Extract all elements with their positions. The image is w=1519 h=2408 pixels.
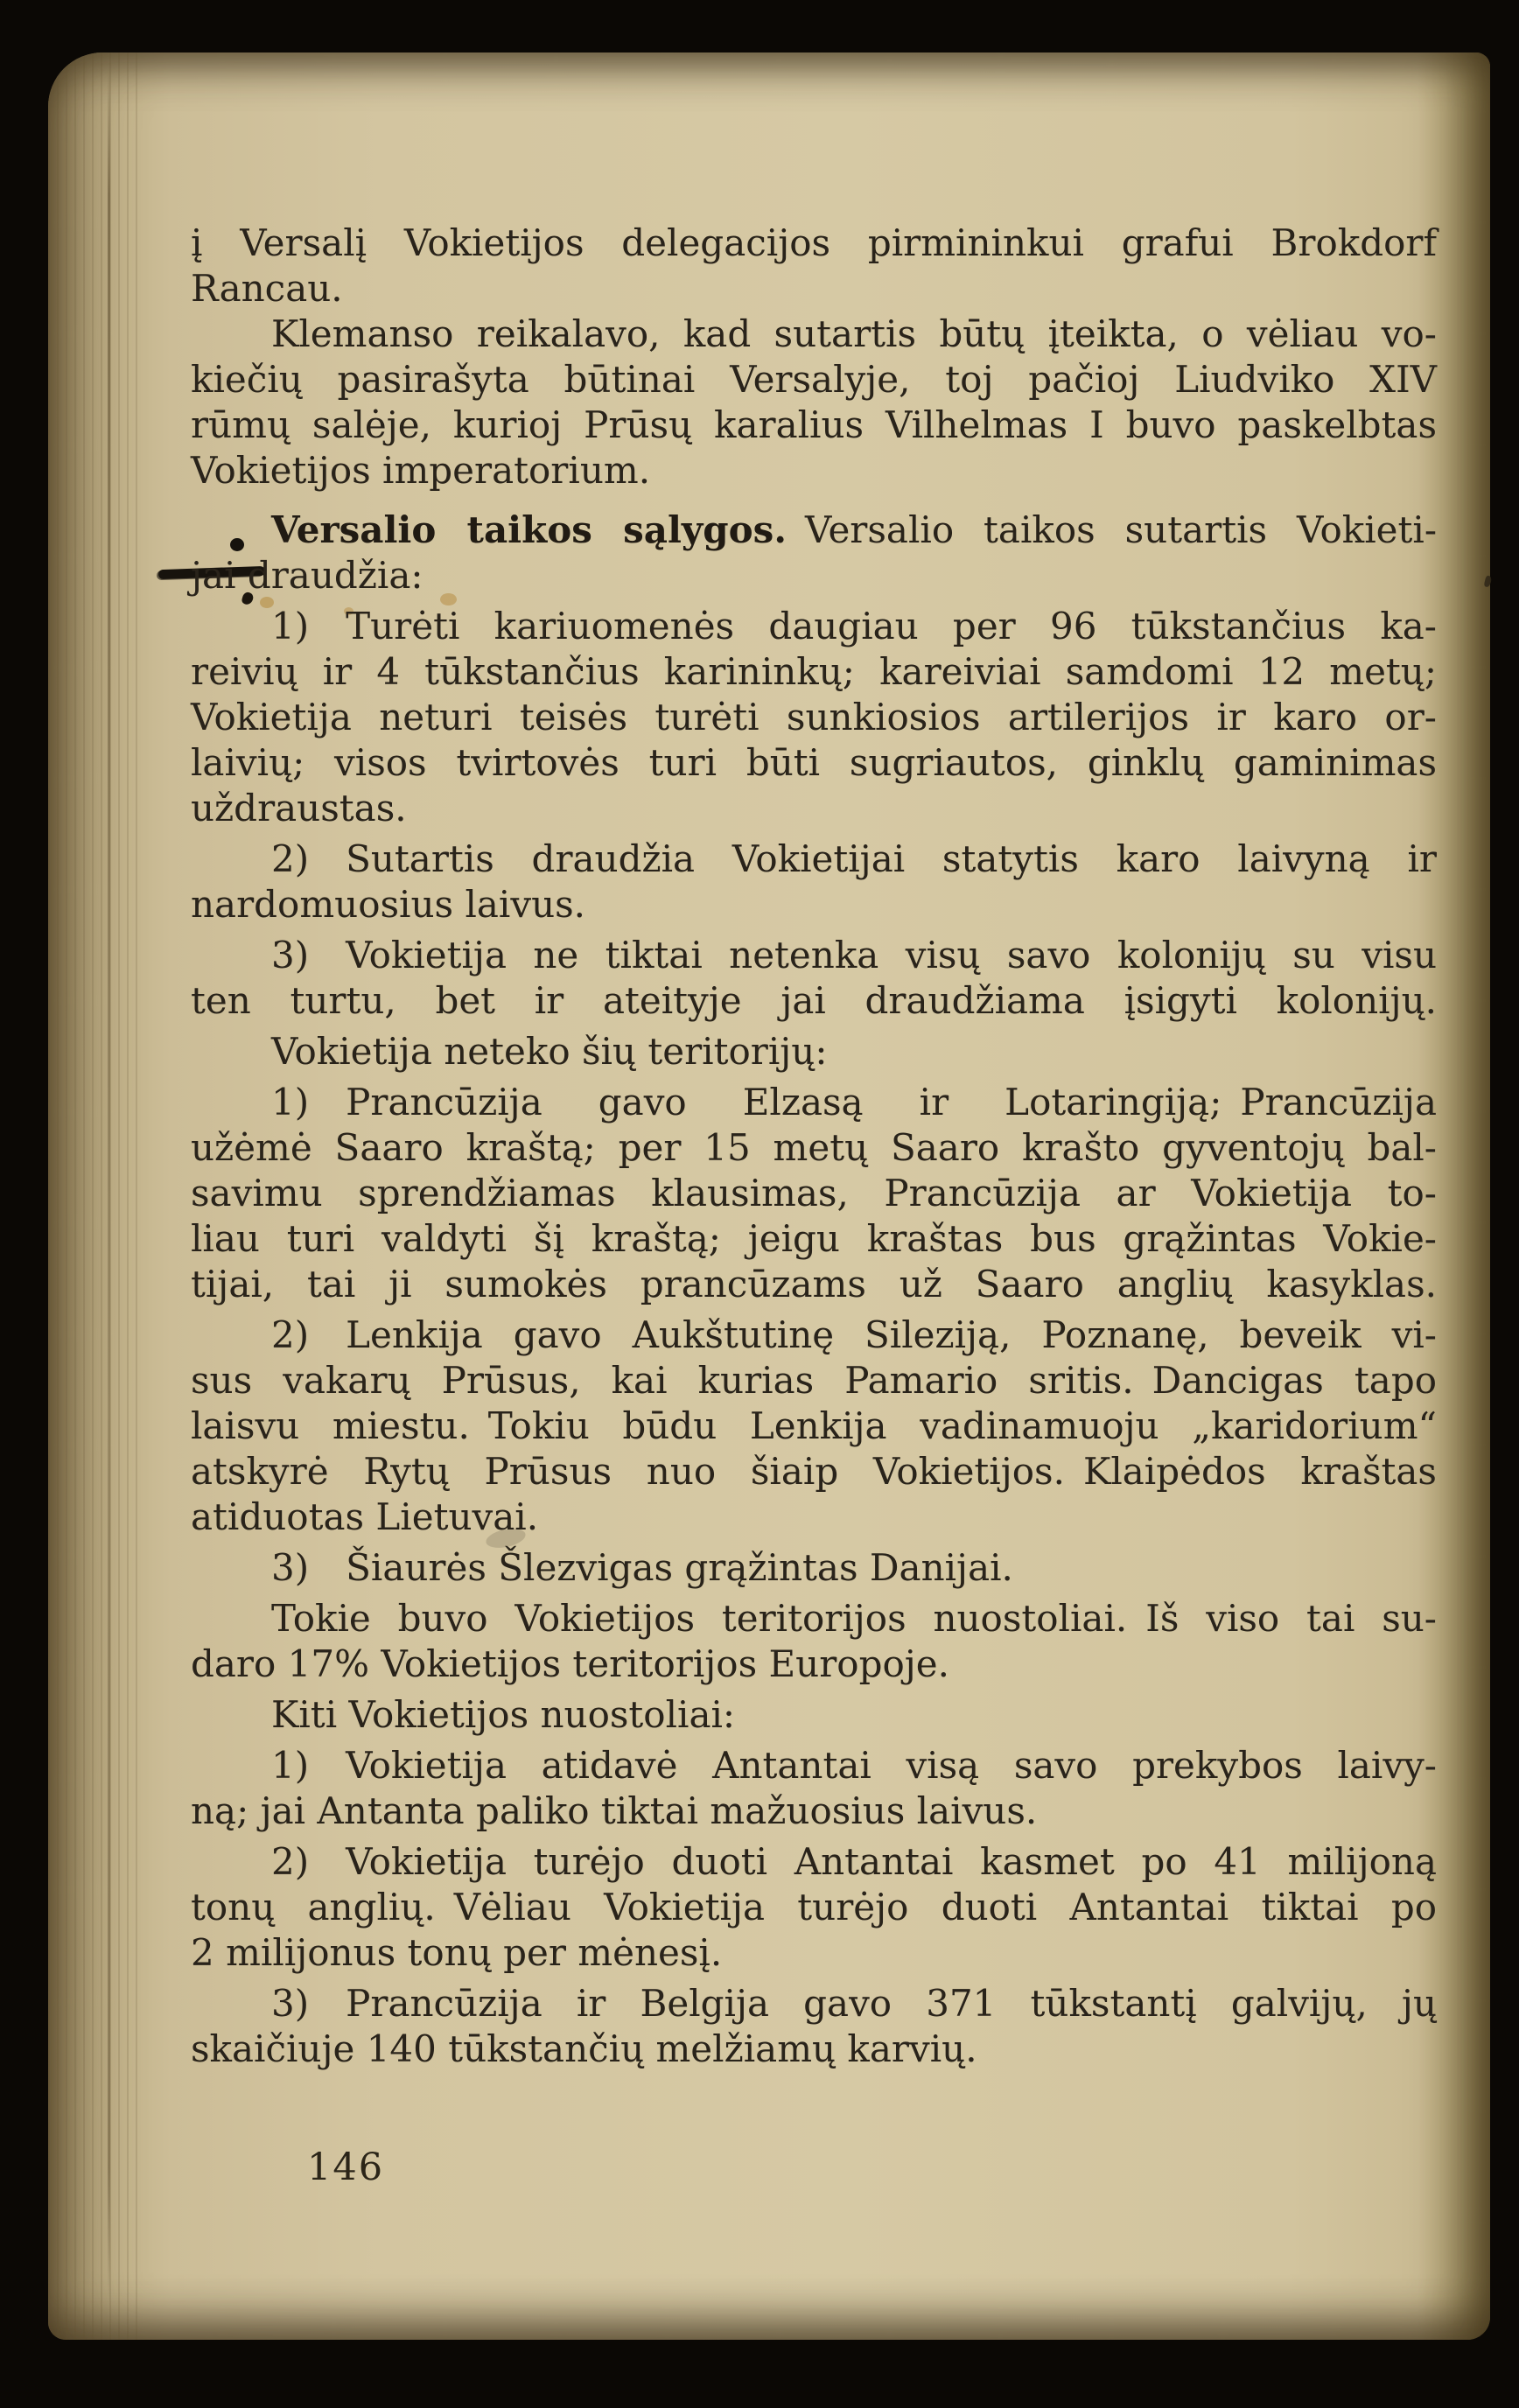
text-line: nardomuosius laivus. bbox=[191, 883, 586, 926]
text-line: skaičiuje 140 tūkstančių melžiamų karvių. bbox=[191, 2027, 977, 2070]
text-line: Tokie buvo Vokietijos teritorijos nuostoliai. Iš viso tai su- bbox=[271, 1597, 1437, 1640]
text-line: sus vakarų Prūsus, kai kurias Pamario sritis. Dancigas tapo bbox=[191, 1359, 1437, 1402]
text-line: 3) Vokietija ne tiktai netenka visų savo kolonijų su visu bbox=[271, 934, 1437, 976]
text-line: atiduotas Lietuvai. bbox=[191, 1495, 539, 1538]
text-line: Klemanso reikalavo, kad sutartis būtų įteikta, o vėliau vo- bbox=[271, 312, 1437, 355]
text-line: jai draudžia: bbox=[191, 554, 424, 597]
text-line: uždraustas. bbox=[191, 787, 407, 830]
text-line: reivių ir 4 tūkstančius karininkų; kareiviai samdomi 12 metų; bbox=[191, 650, 1437, 693]
text-line: užėmė Saaro kraštą; per 15 metų Saaro krašto gyventojų bal- bbox=[191, 1126, 1437, 1169]
text-line: 1) Turėti kariuomenės daugiau per 96 tūkstančius ka- bbox=[271, 605, 1437, 648]
text-line: 3) Prancūzija ir Belgija gavo 371 tūkstantį galvijų, jų bbox=[271, 1982, 1437, 2025]
text-line: Vokietijos imperatorium. bbox=[191, 449, 651, 492]
page-edge-stack bbox=[48, 52, 144, 2340]
text-line: laisvu miestu. Tokiu būdu Lenkija vadinamuoju „karidorium“ bbox=[191, 1404, 1437, 1447]
text-line: laivių; visos tvirtovės turi būti sugriautos, ginklų gaminimas bbox=[191, 741, 1437, 784]
text-line: 2 milijonus tonų per mėnesį. bbox=[191, 1931, 723, 1974]
text-line: kiečių pasirašyta būtinai Versalyje, toj pačioj Liudviko XIV bbox=[191, 358, 1437, 401]
text-line: 2) Lenkija gavo Aukštutinę Sileziją, Poznanę, beveik vi- bbox=[271, 1313, 1437, 1356]
text-line: Versalio taikos sąlygos. Versalio taikos sutartis Vokieti- bbox=[271, 508, 1438, 551]
text-line: į Versalį Vokietijos delegacijos pirmininkui grafui Brokdorf bbox=[191, 221, 1437, 264]
text-line: Vokietija neteko šių teritorijų: bbox=[271, 1030, 828, 1073]
text-line: daro 17% Vokietijos teritorijos Europoje. bbox=[191, 1642, 949, 1685]
text-line: rūmų salėje, kurioj Prūsų karalius Vilhelmas I buvo paskelbtas bbox=[191, 403, 1437, 446]
text-line: tijai, tai ji sumokės prancūzams už Saaro anglių kasyklas. bbox=[191, 1263, 1437, 1306]
text-line: liau turi valdyti šį kraštą; jeigu kraštas bus grąžintas Vokie- bbox=[191, 1217, 1437, 1260]
text-line: savimu sprendžiamas klausimas, Prancūzija ar Vokietija to- bbox=[191, 1172, 1437, 1214]
text-line: Vokietija neturi teisės turėti sunkiosios artilerijos ir karo or- bbox=[191, 696, 1437, 738]
text-line: ną; jai Antanta paliko tiktai mažuosius laivus. bbox=[191, 1789, 1038, 1832]
ink-speck bbox=[1484, 575, 1493, 587]
page-number: 146 bbox=[307, 2146, 385, 2189]
text-line: 2) Sutartis draudžia Vokietijai statytis karo laivyną ir bbox=[271, 837, 1437, 880]
text-line: ten turtu, bet ir ateityje jai draudžiama įsigyti kolonijų. bbox=[191, 979, 1437, 1022]
text-line: tonų anglių. Vėliau Vokietija turėjo duoti Antantai tiktai po bbox=[191, 1886, 1437, 1928]
text-line: 2) Vokietija turėjo duoti Antantai kasmet po 41 milijoną bbox=[271, 1840, 1437, 1883]
text-line: 3) Šiaurės Šlezvigas grąžintas Danijai. bbox=[271, 1546, 1013, 1589]
book-page bbox=[48, 52, 1490, 2340]
text-line: 1) Prancūzija gavo Elzasą ir Lotaringiją; Prancūzija bbox=[271, 1081, 1437, 1124]
page-edge-line bbox=[108, 61, 110, 2303]
text-line: atskyrė Rytų Prūsus nuo šiaip Vokietijos. Klaipėdos kraštas bbox=[191, 1450, 1437, 1493]
text-line: Kiti Vokietijos nuostoliai: bbox=[271, 1693, 736, 1736]
text-line: 1) Vokietija atidavė Antantai visą savo prekybos laivy- bbox=[271, 1744, 1437, 1787]
page-text bbox=[191, 220, 1437, 2072]
text-line: Rancau. bbox=[191, 267, 343, 310]
